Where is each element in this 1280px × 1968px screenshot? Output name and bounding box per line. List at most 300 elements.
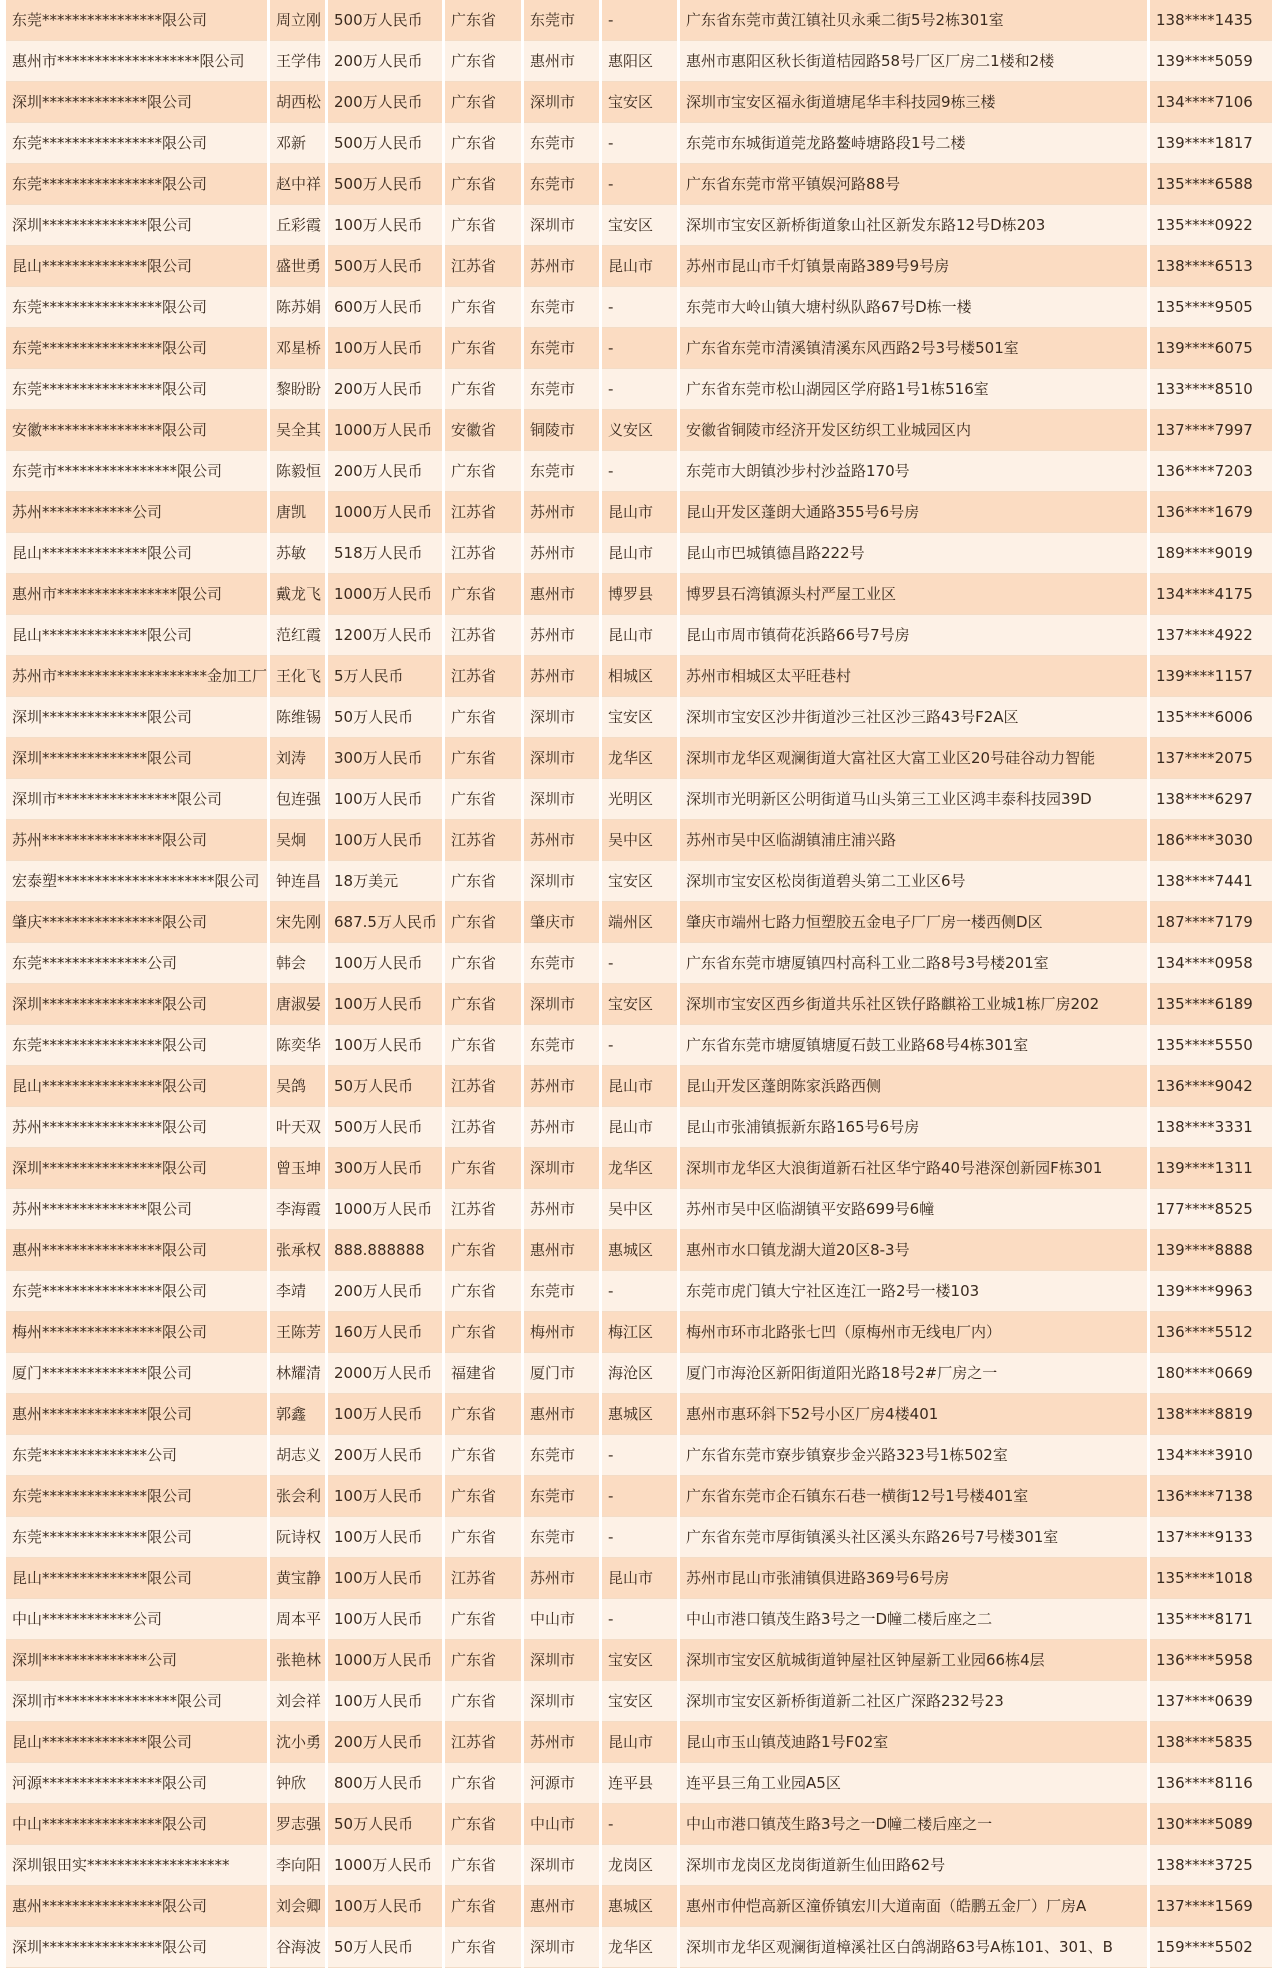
city-cell: 东莞市 — [524, 943, 599, 984]
legal-person-cell: 张艳林 — [270, 1640, 325, 1681]
phone-cell: 138****3725 — [1150, 1845, 1272, 1886]
address-cell: 深圳市宝安区新桥街道象山社区新发东路12号D栋203 — [680, 205, 1147, 246]
legal-person-cell: 刘会卿 — [270, 1886, 325, 1927]
legal-person-cell: 沈小勇 — [270, 1722, 325, 1763]
district-cell: - — [602, 1271, 677, 1312]
registered-capital-cell: 500万人民币 — [328, 246, 442, 287]
registered-capital-cell: 300万人民币 — [328, 1148, 442, 1189]
city-cell: 苏州市 — [524, 820, 599, 861]
address-cell: 广东省东莞市厚街镇溪头社区溪头东路26号7号楼301室 — [680, 1517, 1147, 1558]
company-name-cell: 惠州市*******************限公司 — [6, 41, 267, 82]
phone-cell: 137****9133 — [1150, 1517, 1272, 1558]
company-name-cell: 东莞****************限公司 — [6, 287, 267, 328]
company-name-cell: 东莞****************限公司 — [6, 328, 267, 369]
city-cell: 东莞市 — [524, 1271, 599, 1312]
address-cell: 苏州市昆山市千灯镇景南路389号9号房 — [680, 246, 1147, 287]
legal-person-cell: 丘彩霞 — [270, 205, 325, 246]
phone-cell: 136****5512 — [1150, 1312, 1272, 1353]
phone-cell: 136****8116 — [1150, 1763, 1272, 1804]
address-cell: 深圳市龙华区观澜街道大富社区大富工业区20号硅谷动力智能 — [680, 738, 1147, 779]
address-cell: 安徽省铜陵市经济开发区纺织工业城园区内 — [680, 410, 1147, 451]
legal-person-cell: 陈维锡 — [270, 697, 325, 738]
company-name-cell: 中山****************限公司 — [6, 1804, 267, 1845]
table-row — [6, 123, 1272, 164]
province-cell: 广东省 — [445, 1230, 521, 1271]
legal-person-cell: 钟连昌 — [270, 861, 325, 902]
company-name-cell: 惠州**************限公司 — [6, 1394, 267, 1435]
province-cell: 广东省 — [445, 1025, 521, 1066]
district-cell: - — [602, 1599, 677, 1640]
phone-cell: 138****7441 — [1150, 861, 1272, 902]
address-cell: 厦门市海沧区新阳街道阳光路18号2#厂房之一 — [680, 1353, 1147, 1394]
district-cell: 昆山市 — [602, 1558, 677, 1599]
company-name-cell: 深圳市****************限公司 — [6, 1681, 267, 1722]
city-cell: 深圳市 — [524, 1927, 599, 1968]
city-cell: 苏州市 — [524, 246, 599, 287]
phone-cell: 139****9963 — [1150, 1271, 1272, 1312]
province-cell: 江苏省 — [445, 1107, 521, 1148]
registered-capital-cell: 200万人民币 — [328, 82, 442, 123]
address-cell: 广东省东莞市塘厦镇四村高科工业二路8号3号楼201室 — [680, 943, 1147, 984]
city-cell: 苏州市 — [524, 656, 599, 697]
registered-capital-cell: 200万人民币 — [328, 451, 442, 492]
province-cell: 江苏省 — [445, 820, 521, 861]
city-cell: 惠州市 — [524, 1394, 599, 1435]
table-row — [6, 1476, 1272, 1517]
registered-capital-cell: 200万人民币 — [328, 1435, 442, 1476]
district-cell: - — [602, 123, 677, 164]
legal-person-cell: 钟欣 — [270, 1763, 325, 1804]
province-cell: 江苏省 — [445, 1066, 521, 1107]
company-name-cell: 昆山****************限公司 — [6, 1066, 267, 1107]
district-cell: 宝安区 — [602, 205, 677, 246]
province-cell: 江苏省 — [445, 1722, 521, 1763]
company-name-cell: 苏州**************限公司 — [6, 1189, 267, 1230]
district-cell: - — [602, 1435, 677, 1476]
registered-capital-cell: 100万人民币 — [328, 779, 442, 820]
address-cell: 深圳市龙华区观澜街道樟溪社区白鸽湖路63号A栋101、301、B — [680, 1927, 1147, 1968]
legal-person-cell: 李海霞 — [270, 1189, 325, 1230]
table-row — [6, 1312, 1272, 1353]
legal-person-cell: 罗志强 — [270, 1804, 325, 1845]
table-row — [6, 1230, 1272, 1271]
city-cell: 深圳市 — [524, 738, 599, 779]
city-cell: 惠州市 — [524, 1230, 599, 1271]
registered-capital-cell: 1000万人民币 — [328, 410, 442, 451]
district-cell: 宝安区 — [602, 861, 677, 902]
province-cell: 江苏省 — [445, 533, 521, 574]
legal-person-cell: 刘涛 — [270, 738, 325, 779]
district-cell: 龙岗区 — [602, 1845, 677, 1886]
address-cell: 东莞市东城街道莞龙路鳌峙塘路段1号二楼 — [680, 123, 1147, 164]
registered-capital-cell: 1000万人民币 — [328, 492, 442, 533]
district-cell: 吴中区 — [602, 1189, 677, 1230]
district-cell: 端州区 — [602, 902, 677, 943]
registered-capital-cell: 1000万人民币 — [328, 574, 442, 615]
city-cell: 东莞市 — [524, 287, 599, 328]
district-cell: 惠城区 — [602, 1886, 677, 1927]
city-cell: 东莞市 — [524, 164, 599, 205]
company-name-cell: 东莞**************限公司 — [6, 1476, 267, 1517]
company-name-cell: 安徽****************限公司 — [6, 410, 267, 451]
table-row — [6, 492, 1272, 533]
phone-cell: 136****1679 — [1150, 492, 1272, 533]
table-row — [6, 1763, 1272, 1804]
province-cell: 广东省 — [445, 902, 521, 943]
city-cell: 中山市 — [524, 1804, 599, 1845]
district-cell: 惠阳区 — [602, 41, 677, 82]
province-cell: 广东省 — [445, 1763, 521, 1804]
district-cell: - — [602, 1025, 677, 1066]
phone-cell: 135****5550 — [1150, 1025, 1272, 1066]
company-name-cell: 东莞****************限公司 — [6, 0, 267, 41]
province-cell: 广东省 — [445, 861, 521, 902]
table-row — [6, 902, 1272, 943]
phone-cell: 137****2075 — [1150, 738, 1272, 779]
registered-capital-cell: 160万人民币 — [328, 1312, 442, 1353]
registered-capital-cell: 100万人民币 — [328, 1558, 442, 1599]
company-name-cell: 宏泰塑*********************限公司 — [6, 861, 267, 902]
table-row — [6, 0, 1272, 41]
district-cell: - — [602, 164, 677, 205]
address-cell: 中山市港口镇茂生路3号之一D幢二楼后座之二 — [680, 1599, 1147, 1640]
phone-cell: 180****0669 — [1150, 1353, 1272, 1394]
province-cell: 广东省 — [445, 205, 521, 246]
address-cell: 昆山市巴城镇德昌路222号 — [680, 533, 1147, 574]
city-cell: 河源市 — [524, 1763, 599, 1804]
registered-capital-cell: 100万人民币 — [328, 1476, 442, 1517]
province-cell: 江苏省 — [445, 246, 521, 287]
table-row — [6, 1558, 1272, 1599]
address-cell: 昆山开发区蓬朗陈家浜路西侧 — [680, 1066, 1147, 1107]
phone-cell: 135****8171 — [1150, 1599, 1272, 1640]
province-cell: 广东省 — [445, 41, 521, 82]
legal-person-cell: 刘会祥 — [270, 1681, 325, 1722]
registered-capital-cell: 100万人民币 — [328, 943, 442, 984]
phone-cell: 135****0922 — [1150, 205, 1272, 246]
city-cell: 铜陵市 — [524, 410, 599, 451]
table-row — [6, 984, 1272, 1025]
city-cell: 东莞市 — [524, 369, 599, 410]
registered-capital-cell: 100万人民币 — [328, 1599, 442, 1640]
city-cell: 惠州市 — [524, 1886, 599, 1927]
company-name-cell: 梅州****************限公司 — [6, 1312, 267, 1353]
address-cell: 惠州市惠阳区秋长街道桔园路58号厂区厂房二1楼和2楼 — [680, 41, 1147, 82]
district-cell: - — [602, 1804, 677, 1845]
company-name-cell: 昆山**************限公司 — [6, 533, 267, 574]
phone-cell: 137****7997 — [1150, 410, 1272, 451]
legal-person-cell: 宋先刚 — [270, 902, 325, 943]
district-cell: 昆山市 — [602, 246, 677, 287]
registered-capital-cell: 100万人民币 — [328, 820, 442, 861]
legal-person-cell: 黎盼盼 — [270, 369, 325, 410]
district-cell: 梅江区 — [602, 1312, 677, 1353]
table-row — [6, 1886, 1272, 1927]
address-cell: 广东省东莞市常平镇娱河路88号 — [680, 164, 1147, 205]
company-name-cell: 东莞****************限公司 — [6, 123, 267, 164]
address-cell: 东莞市大朗镇沙步村沙益路170号 — [680, 451, 1147, 492]
registered-capital-cell: 1200万人民币 — [328, 615, 442, 656]
company-name-cell: 昆山**************限公司 — [6, 246, 267, 287]
table-row — [6, 1353, 1272, 1394]
registered-capital-cell: 1000万人民币 — [328, 1640, 442, 1681]
address-cell: 昆山市张浦镇振新东路165号6号房 — [680, 1107, 1147, 1148]
province-cell: 广东省 — [445, 1517, 521, 1558]
table-row — [6, 82, 1272, 123]
province-cell: 广东省 — [445, 1845, 521, 1886]
legal-person-cell: 邓新 — [270, 123, 325, 164]
registered-capital-cell: 888.888888 — [328, 1230, 442, 1271]
company-name-cell: 东莞**************公司 — [6, 943, 267, 984]
table-row — [6, 1189, 1272, 1230]
company-name-cell: 惠州****************限公司 — [6, 1886, 267, 1927]
legal-person-cell: 唐淑晏 — [270, 984, 325, 1025]
registered-capital-cell: 200万人民币 — [328, 41, 442, 82]
city-cell: 深圳市 — [524, 1845, 599, 1886]
table-row — [6, 615, 1272, 656]
registered-capital-cell: 50万人民币 — [328, 697, 442, 738]
phone-cell: 186****3030 — [1150, 820, 1272, 861]
province-cell: 江苏省 — [445, 615, 521, 656]
district-cell: 惠城区 — [602, 1394, 677, 1435]
table-row — [6, 1066, 1272, 1107]
city-cell: 苏州市 — [524, 1066, 599, 1107]
legal-person-cell: 范红霞 — [270, 615, 325, 656]
legal-person-cell: 王化飞 — [270, 656, 325, 697]
city-cell: 东莞市 — [524, 1025, 599, 1066]
phone-cell: 187****7179 — [1150, 902, 1272, 943]
registered-capital-cell: 300万人民币 — [328, 738, 442, 779]
table-row — [6, 820, 1272, 861]
table-row — [6, 943, 1272, 984]
legal-person-cell: 王学伟 — [270, 41, 325, 82]
address-cell: 肇庆市端州七路力恒塑胶五金电子厂厂房一楼西侧D区 — [680, 902, 1147, 943]
phone-cell: 177****8525 — [1150, 1189, 1272, 1230]
table-row — [6, 287, 1272, 328]
table-row — [6, 1148, 1272, 1189]
city-cell: 东莞市 — [524, 328, 599, 369]
city-cell: 东莞市 — [524, 123, 599, 164]
company-name-cell: 昆山**************限公司 — [6, 615, 267, 656]
district-cell: 龙华区 — [602, 1148, 677, 1189]
district-cell: 海沧区 — [602, 1353, 677, 1394]
address-cell: 深圳市宝安区航城街道钟屋社区钟屋新工业园66栋4层 — [680, 1640, 1147, 1681]
district-cell: 宝安区 — [602, 1640, 677, 1681]
table-row — [6, 533, 1272, 574]
legal-person-cell: 林耀清 — [270, 1353, 325, 1394]
legal-person-cell: 苏敏 — [270, 533, 325, 574]
legal-person-cell: 赵中祥 — [270, 164, 325, 205]
registered-capital-cell: 100万人民币 — [328, 328, 442, 369]
city-cell: 东莞市 — [524, 0, 599, 41]
city-cell: 苏州市 — [524, 615, 599, 656]
table-row — [6, 328, 1272, 369]
legal-person-cell: 张会利 — [270, 1476, 325, 1517]
legal-person-cell: 唐凯 — [270, 492, 325, 533]
address-cell: 昆山市玉山镇茂迪路1号F02室 — [680, 1722, 1147, 1763]
province-cell: 广东省 — [445, 82, 521, 123]
phone-cell: 138****8819 — [1150, 1394, 1272, 1435]
legal-person-cell: 黄宝静 — [270, 1558, 325, 1599]
registered-capital-cell: 200万人民币 — [328, 1722, 442, 1763]
registered-capital-cell: 200万人民币 — [328, 1271, 442, 1312]
district-cell: 博罗县 — [602, 574, 677, 615]
legal-person-cell: 阮诗权 — [270, 1517, 325, 1558]
district-cell: - — [602, 328, 677, 369]
address-cell: 深圳市宝安区松岗街道碧头第二工业区6号 — [680, 861, 1147, 902]
company-name-cell: 肇庆****************限公司 — [6, 902, 267, 943]
address-cell: 东莞市虎门镇大宁社区连江一路2号一楼103 — [680, 1271, 1147, 1312]
legal-person-cell: 周立刚 — [270, 0, 325, 41]
city-cell: 东莞市 — [524, 1517, 599, 1558]
table-row — [6, 1025, 1272, 1066]
province-cell: 广东省 — [445, 1599, 521, 1640]
province-cell: 广东省 — [445, 164, 521, 205]
company-name-cell: 东莞**************公司 — [6, 1435, 267, 1476]
province-cell: 江苏省 — [445, 656, 521, 697]
province-cell: 广东省 — [445, 574, 521, 615]
phone-cell: 135****6189 — [1150, 984, 1272, 1025]
province-cell: 广东省 — [445, 1640, 521, 1681]
city-cell: 深圳市 — [524, 1681, 599, 1722]
phone-cell: 139****6075 — [1150, 328, 1272, 369]
registered-capital-cell: 500万人民币 — [328, 0, 442, 41]
phone-cell: 137****0639 — [1150, 1681, 1272, 1722]
address-cell: 深圳市龙华区大浪街道新石社区华宁路40号港深创新园F栋301 — [680, 1148, 1147, 1189]
city-cell: 中山市 — [524, 1599, 599, 1640]
legal-person-cell: 吴鸽 — [270, 1066, 325, 1107]
table-row — [6, 205, 1272, 246]
table-row — [6, 246, 1272, 287]
registered-capital-cell: 18万美元 — [328, 861, 442, 902]
registered-capital-cell: 500万人民币 — [328, 123, 442, 164]
phone-cell: 138****1435 — [1150, 0, 1272, 41]
address-cell: 苏州市相城区太平旺巷村 — [680, 656, 1147, 697]
city-cell: 苏州市 — [524, 533, 599, 574]
company-name-cell: 深圳****************限公司 — [6, 1148, 267, 1189]
province-cell: 广东省 — [445, 1271, 521, 1312]
province-cell: 广东省 — [445, 451, 521, 492]
registered-capital-cell: 500万人民币 — [328, 1107, 442, 1148]
registered-capital-cell: 500万人民币 — [328, 164, 442, 205]
province-cell: 广东省 — [445, 1476, 521, 1517]
table-row — [6, 1640, 1272, 1681]
table-row — [6, 697, 1272, 738]
registered-capital-cell: 100万人民币 — [328, 1517, 442, 1558]
company-name-cell: 东莞市****************限公司 — [6, 451, 267, 492]
district-cell: 宝安区 — [602, 1681, 677, 1722]
address-cell: 昆山开发区蓬朗大通路355号6号房 — [680, 492, 1147, 533]
phone-cell: 135****6588 — [1150, 164, 1272, 205]
company-name-cell: 昆山**************限公司 — [6, 1558, 267, 1599]
district-cell: 昆山市 — [602, 1722, 677, 1763]
registered-capital-cell: 50万人民币 — [328, 1066, 442, 1107]
address-cell: 广东省东莞市黄江镇社贝永乘二街5号2栋301室 — [680, 0, 1147, 41]
phone-cell: 138****3331 — [1150, 1107, 1272, 1148]
registered-capital-cell: 50万人民币 — [328, 1804, 442, 1845]
address-cell: 广东省东莞市塘厦镇塘厦石鼓工业路68号4栋301室 — [680, 1025, 1147, 1066]
legal-person-cell: 陈毅恒 — [270, 451, 325, 492]
province-cell: 广东省 — [445, 1394, 521, 1435]
phone-cell: 139****1311 — [1150, 1148, 1272, 1189]
table-row — [6, 1435, 1272, 1476]
city-cell: 深圳市 — [524, 697, 599, 738]
address-cell: 苏州市昆山市张浦镇俱进路369号6号房 — [680, 1558, 1147, 1599]
registered-capital-cell: 50万人民币 — [328, 1927, 442, 1968]
address-cell: 昆山市周市镇荷花浜路66号7号房 — [680, 615, 1147, 656]
province-cell: 江苏省 — [445, 1189, 521, 1230]
address-cell: 博罗县石湾镇源头村严屋工业区 — [680, 574, 1147, 615]
province-cell: 广东省 — [445, 123, 521, 164]
district-cell: 昆山市 — [602, 533, 677, 574]
address-cell: 深圳市宝安区沙井街道沙三社区沙三路43号F2A区 — [680, 697, 1147, 738]
address-cell: 东莞市大岭山镇大塘村纵队路67号D栋一楼 — [680, 287, 1147, 328]
province-cell: 广东省 — [445, 1312, 521, 1353]
province-cell: 广东省 — [445, 1886, 521, 1927]
district-cell: - — [602, 369, 677, 410]
registered-capital-cell: 5万人民币 — [328, 656, 442, 697]
company-table — [3, 0, 1275, 1968]
legal-person-cell: 陈苏娟 — [270, 287, 325, 328]
registered-capital-cell: 600万人民币 — [328, 287, 442, 328]
company-name-cell: 惠州市****************限公司 — [6, 574, 267, 615]
company-name-cell: 苏州************公司 — [6, 492, 267, 533]
legal-person-cell: 邓星桥 — [270, 328, 325, 369]
company-name-cell: 惠州****************限公司 — [6, 1230, 267, 1271]
address-cell: 深圳市宝安区西乡街道共乐社区铁仔路麒裕工业城1栋厂房202 — [680, 984, 1147, 1025]
company-name-cell: 深圳**************限公司 — [6, 205, 267, 246]
district-cell: 昆山市 — [602, 1107, 677, 1148]
district-cell: - — [602, 1517, 677, 1558]
legal-person-cell: 张承权 — [270, 1230, 325, 1271]
phone-cell: 136****7203 — [1150, 451, 1272, 492]
table-row — [6, 164, 1272, 205]
company-name-cell: 苏州市********************金加工厂 — [6, 656, 267, 697]
city-cell: 东莞市 — [524, 1476, 599, 1517]
city-cell: 惠州市 — [524, 574, 599, 615]
address-cell: 深圳市龙岗区龙岗街道新生仙田路62号 — [680, 1845, 1147, 1886]
city-cell: 肇庆市 — [524, 902, 599, 943]
table-row — [6, 574, 1272, 615]
city-cell: 深圳市 — [524, 205, 599, 246]
company-name-cell: 深圳**************限公司 — [6, 738, 267, 779]
company-name-cell: 苏州****************限公司 — [6, 1107, 267, 1148]
legal-person-cell: 王陈芳 — [270, 1312, 325, 1353]
company-name-cell: 东莞****************限公司 — [6, 164, 267, 205]
address-cell: 惠州市惠环斜下52号小区厂房4楼401 — [680, 1394, 1147, 1435]
district-cell: 光明区 — [602, 779, 677, 820]
table-row — [6, 1681, 1272, 1722]
province-cell: 广东省 — [445, 1804, 521, 1845]
phone-cell: 138****6513 — [1150, 246, 1272, 287]
table-row — [6, 1804, 1272, 1845]
province-cell: 安徽省 — [445, 410, 521, 451]
district-cell: 龙华区 — [602, 738, 677, 779]
province-cell: 广东省 — [445, 1148, 521, 1189]
company-name-cell: 苏州****************限公司 — [6, 820, 267, 861]
table-row — [6, 861, 1272, 902]
district-cell: - — [602, 451, 677, 492]
phone-cell: 136****9042 — [1150, 1066, 1272, 1107]
registered-capital-cell: 100万人民币 — [328, 205, 442, 246]
address-cell: 广东省东莞市清溪镇清溪东风西路2号3号楼501室 — [680, 328, 1147, 369]
company-name-cell: 东莞**************限公司 — [6, 1517, 267, 1558]
city-cell: 东莞市 — [524, 1435, 599, 1476]
address-cell: 连平县三角工业园A5区 — [680, 1763, 1147, 1804]
city-cell: 深圳市 — [524, 861, 599, 902]
city-cell: 苏州市 — [524, 1558, 599, 1599]
legal-person-cell: 李向阳 — [270, 1845, 325, 1886]
